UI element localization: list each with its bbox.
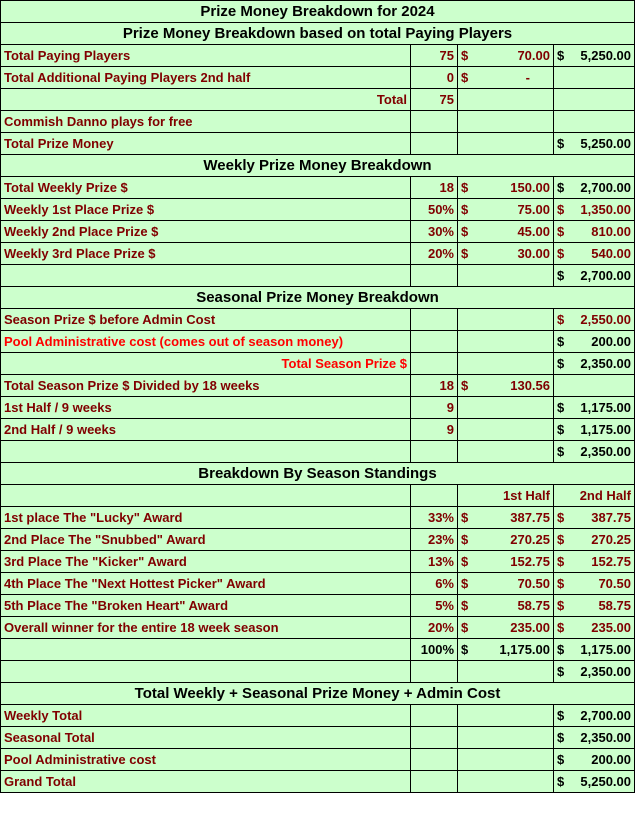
season-before-admin-cell[interactable] (554, 309, 635, 331)
currency-symbol: $ (461, 224, 469, 239)
empty-cell[interactable] (458, 309, 554, 331)
table-row (1, 67, 635, 89)
standing-pct[interactable]: 33% (411, 507, 458, 529)
empty-cell[interactable] (1, 441, 411, 463)
second-half-weeks[interactable]: 9 (411, 419, 458, 441)
section-header-row (1, 287, 635, 309)
standing-h2-cell[interactable] (554, 551, 635, 573)
standing-h1-cell[interactable] (458, 617, 554, 639)
weekly-total-amount: 2,700.00 (580, 708, 631, 723)
pool-admin-label[interactable]: Pool Administrative cost (1, 749, 411, 771)
weekly-sum: 2,700.00 (580, 268, 631, 283)
empty-cell[interactable] (411, 749, 458, 771)
season-divided-weeks[interactable]: 18 (411, 375, 458, 397)
currency-symbol: $ (557, 708, 565, 723)
empty-cell[interactable] (458, 661, 554, 683)
currency-symbol: $ (557, 246, 565, 261)
weekly-row-label[interactable]: Total Weekly Prize $ (1, 177, 411, 199)
currency-symbol: $ (461, 246, 469, 261)
table-row (1, 485, 635, 507)
season-divided-label[interactable]: Total Season Prize $ Divided by 18 weeks (1, 375, 411, 397)
section-header-weekly[interactable]: Weekly Prize Money Breakdown (1, 155, 635, 177)
currency-symbol: $ (557, 752, 565, 767)
seasonal-sum: 2,350.00 (580, 444, 631, 459)
paying-total-count[interactable]: 75 (411, 89, 458, 111)
table-row (1, 397, 635, 419)
currency-symbol: $ (461, 532, 469, 547)
empty-cell[interactable] (458, 749, 554, 771)
additional-paying-label[interactable]: Total Additional Paying Players 2nd half (1, 67, 411, 89)
currency-symbol: $ (461, 576, 469, 591)
grand-total-label[interactable]: Grand Total (1, 771, 411, 793)
weekly-row-label[interactable]: Weekly 2nd Place Prize $ (1, 221, 411, 243)
standing-h1: 58.75 (517, 598, 550, 613)
empty-cell[interactable] (554, 375, 635, 397)
currency-symbol: $ (557, 312, 565, 327)
empty-cell[interactable] (554, 111, 635, 133)
weekly-row-total: 2,700.00 (580, 180, 631, 195)
empty-cell[interactable] (458, 111, 554, 133)
seasonal-total-amount: 2,350.00 (580, 730, 631, 745)
standings-sum: 2,350.00 (580, 664, 631, 679)
weekly-row-total: 540.00 (591, 246, 631, 261)
admin-cost-amount: 200.00 (591, 334, 631, 349)
first-half-amount: 1,175.00 (580, 400, 631, 415)
standing-pct[interactable]: 20% (411, 617, 458, 639)
table-row (1, 375, 635, 397)
standings-total-h2: 1,175.00 (580, 642, 631, 657)
table-row (1, 441, 635, 463)
standing-pct[interactable]: 6% (411, 573, 458, 595)
weekly-row-total-cell[interactable] (554, 177, 635, 199)
weekly-row-pct[interactable]: 20% (411, 243, 458, 265)
table-row (1, 243, 635, 265)
standing-h2: 270.25 (591, 532, 631, 547)
currency-symbol: $ (557, 774, 565, 789)
empty-cell[interactable] (1, 485, 411, 507)
grand-total-cell[interactable] (554, 771, 635, 793)
empty-cell[interactable] (458, 397, 554, 419)
currency-symbol: $ (557, 422, 565, 437)
total-prize-money-cell[interactable] (554, 133, 635, 155)
table-row (1, 331, 635, 353)
grand-total-amount: 5,250.00 (580, 774, 631, 789)
currency-symbol: $ (557, 664, 565, 679)
weekly-row-label[interactable]: Weekly 1st Place Prize $ (1, 199, 411, 221)
currency-symbol: $ (557, 356, 565, 371)
currency-symbol: $ (461, 510, 469, 525)
seasonal-total-label[interactable]: Seasonal Total (1, 727, 411, 749)
empty-cell[interactable] (411, 265, 458, 287)
section-header-row (1, 155, 635, 177)
pool-admin-amount: 200.00 (591, 752, 631, 767)
table-row (1, 727, 635, 749)
weekly-row-total: 810.00 (591, 224, 631, 239)
currency-symbol: $ (557, 202, 565, 217)
section-header-row (1, 683, 635, 705)
currency-symbol: $ (557, 554, 565, 569)
currency-symbol: $ (461, 180, 469, 195)
standing-label[interactable]: Overall winner for the entire 18 week season (1, 617, 411, 639)
total-paying-rate-cell[interactable] (458, 45, 554, 67)
currency-symbol: $ (557, 598, 565, 613)
title-row (1, 1, 635, 23)
standing-h2-cell[interactable] (554, 529, 635, 551)
weekly-row-total-cell[interactable] (554, 243, 635, 265)
standing-h1-cell[interactable] (458, 507, 554, 529)
empty-cell[interactable] (411, 441, 458, 463)
seasonal-total-cell[interactable] (554, 727, 635, 749)
standings-sum-cell[interactable] (554, 661, 635, 683)
standing-pct[interactable]: 13% (411, 551, 458, 573)
table-row (1, 419, 635, 441)
currency-symbol: $ (557, 620, 565, 635)
empty-cell[interactable] (411, 485, 458, 507)
table-row (1, 529, 635, 551)
currency-symbol: $ (557, 48, 565, 63)
admin-cost-cell[interactable] (554, 331, 635, 353)
currency-symbol: $ (557, 730, 565, 745)
currency-symbol: $ (461, 554, 469, 569)
col-header-1st-half[interactable]: 1st Half (458, 485, 554, 507)
standings-total-h1: 1,175.00 (499, 642, 550, 657)
currency-symbol: $ (557, 224, 565, 239)
currency-symbol: $ (461, 70, 469, 85)
empty-cell[interactable] (411, 331, 458, 353)
currency-symbol: $ (557, 532, 565, 547)
table-row (1, 573, 635, 595)
first-half-cell[interactable] (554, 397, 635, 419)
currency-symbol: $ (557, 444, 565, 459)
section-header-standings[interactable]: Breakdown By Season Standings (1, 463, 635, 485)
col-header-2nd-half[interactable]: 2nd Half (554, 485, 635, 507)
standing-h1-cell[interactable] (458, 595, 554, 617)
currency-symbol: $ (461, 598, 469, 613)
table-row (1, 551, 635, 573)
total-paying-amount-cell[interactable] (554, 45, 635, 67)
season-divided-amount: 130.56 (510, 378, 550, 393)
table-row (1, 89, 635, 111)
empty-cell[interactable] (411, 727, 458, 749)
empty-cell[interactable] (458, 727, 554, 749)
weekly-row-each-cell[interactable] (458, 221, 554, 243)
weekly-row-each: 75.00 (517, 202, 550, 217)
pool-admin-cell[interactable] (554, 749, 635, 771)
sheet-title[interactable]: Prize Money Breakdown for 2024 (1, 1, 635, 23)
standings-total-pct[interactable]: 100% (411, 639, 458, 661)
standing-h1-cell[interactable] (458, 529, 554, 551)
empty-cell[interactable] (411, 771, 458, 793)
weekly-total-cell[interactable] (554, 705, 635, 727)
table-row (1, 595, 635, 617)
standing-h1-cell[interactable] (458, 551, 554, 573)
standing-h2: 387.75 (591, 510, 631, 525)
table-row (1, 177, 635, 199)
empty-cell[interactable] (458, 353, 554, 375)
paying-total-label[interactable]: Total (1, 89, 411, 111)
total-season-prize-amount: 2,350.00 (580, 356, 631, 371)
weekly-row-total-cell[interactable] (554, 221, 635, 243)
table-row (1, 705, 635, 727)
empty-cell[interactable] (554, 89, 635, 111)
empty-cell[interactable] (411, 111, 458, 133)
standing-h2-cell[interactable] (554, 573, 635, 595)
additional-paying-count[interactable]: 0 (411, 67, 458, 89)
table-row (1, 111, 635, 133)
standing-h1: 270.25 (510, 532, 550, 547)
currency-symbol: $ (557, 576, 565, 591)
standing-h2: 70.50 (598, 576, 631, 591)
currency-symbol: $ (461, 48, 469, 63)
standing-label[interactable]: 2nd Place The "Snubbed" Award (1, 529, 411, 551)
standing-pct[interactable]: 23% (411, 529, 458, 551)
empty-cell[interactable] (411, 353, 458, 375)
total-paying-count[interactable]: 75 (411, 45, 458, 67)
standing-pct[interactable]: 5% (411, 595, 458, 617)
empty-cell[interactable] (1, 265, 411, 287)
empty-cell[interactable] (458, 441, 554, 463)
weekly-row-each-cell[interactable] (458, 243, 554, 265)
currency-symbol: $ (557, 642, 565, 657)
empty-cell[interactable] (411, 661, 458, 683)
standing-h1: 387.75 (510, 510, 550, 525)
standing-h1-cell[interactable] (458, 573, 554, 595)
season-before-admin-amount: 2,550.00 (580, 312, 631, 327)
weekly-row-each: 150.00 (510, 180, 550, 195)
table-row (1, 221, 635, 243)
season-divided-cell[interactable] (458, 375, 554, 397)
standing-h2-cell[interactable] (554, 595, 635, 617)
empty-cell[interactable] (1, 661, 411, 683)
standing-label[interactable]: 1st place The "Lucky" Award (1, 507, 411, 529)
section-header-paying[interactable]: Prize Money Breakdown based on total Paying Players (1, 23, 635, 45)
standing-h2: 235.00 (591, 620, 631, 635)
first-half-label[interactable]: 1st Half / 9 weeks (1, 397, 411, 419)
table-row (1, 639, 635, 661)
standing-label[interactable]: 5th Place The "Broken Heart" Award (1, 595, 411, 617)
additional-paying-amount-cell[interactable] (554, 67, 635, 89)
standing-h1: 152.75 (510, 554, 550, 569)
table-row (1, 749, 635, 771)
standing-h2-cell[interactable] (554, 507, 635, 529)
weekly-row-each-cell[interactable] (458, 177, 554, 199)
standing-h2-cell[interactable] (554, 617, 635, 639)
additional-paying-dash: - (525, 70, 530, 85)
admin-cost-label[interactable]: Pool Administrative cost (comes out of season money) (1, 331, 411, 353)
empty-cell[interactable] (411, 705, 458, 727)
standing-h2: 152.75 (591, 554, 631, 569)
weekly-row-pct[interactable]: 50% (411, 199, 458, 221)
additional-paying-rate-cell[interactable] (458, 67, 554, 89)
empty-cell[interactable] (458, 133, 554, 155)
standing-h1: 235.00 (510, 620, 550, 635)
currency-symbol: $ (557, 334, 565, 349)
season-before-admin-label[interactable]: Season Prize $ before Admin Cost (1, 309, 411, 331)
standings-total-h1-cell[interactable] (458, 639, 554, 661)
weekly-row-each: 45.00 (517, 224, 550, 239)
section-header-row (1, 463, 635, 485)
table-row (1, 133, 635, 155)
empty-cell[interactable] (458, 419, 554, 441)
total-paying-rate: 70.00 (517, 48, 550, 63)
table-row (1, 617, 635, 639)
table-row (1, 661, 635, 683)
section-header-seasonal[interactable]: Seasonal Prize Money Breakdown (1, 287, 635, 309)
table-row (1, 309, 635, 331)
currency-symbol: $ (461, 642, 469, 657)
total-prize-money-amount: 5,250.00 (580, 136, 631, 151)
total-prize-money-label[interactable]: Total Prize Money (1, 133, 411, 155)
section-header-total[interactable]: Total Weekly + Seasonal Prize Money + Admin Cost (1, 683, 635, 705)
table-row (1, 771, 635, 793)
total-paying-label[interactable]: Total Paying Players (1, 45, 411, 67)
weekly-row-each-cell[interactable] (458, 199, 554, 221)
table-row (1, 199, 635, 221)
total-season-prize-label[interactable]: Total Season Prize $ (1, 353, 411, 375)
weekly-row-pct[interactable]: 30% (411, 221, 458, 243)
standing-h1: 70.50 (517, 576, 550, 591)
section-header-row (1, 23, 635, 45)
standings-total-h2-cell[interactable] (554, 639, 635, 661)
empty-cell[interactable] (458, 265, 554, 287)
seasonal-sum-cell[interactable] (554, 441, 635, 463)
table-row (1, 507, 635, 529)
currency-symbol: $ (461, 202, 469, 217)
table-row (1, 353, 635, 375)
empty-cell[interactable] (458, 705, 554, 727)
empty-cell[interactable] (458, 89, 554, 111)
currency-symbol: $ (461, 620, 469, 635)
currency-symbol: $ (461, 378, 469, 393)
empty-cell[interactable] (458, 331, 554, 353)
first-half-weeks[interactable]: 9 (411, 397, 458, 419)
weekly-row-total: 1,350.00 (580, 202, 631, 217)
standing-h2: 58.75 (598, 598, 631, 613)
standing-label[interactable]: 4th Place The "Next Hottest Picker" Award (1, 573, 411, 595)
currency-symbol: $ (557, 180, 565, 195)
weekly-row-pct[interactable]: 18 (411, 177, 458, 199)
empty-cell[interactable] (458, 771, 554, 793)
currency-symbol: $ (557, 510, 565, 525)
second-half-amount: 1,175.00 (580, 422, 631, 437)
table-row (1, 265, 635, 287)
standing-label[interactable]: 3rd Place The "Kicker" Award (1, 551, 411, 573)
second-half-cell[interactable] (554, 419, 635, 441)
empty-cell[interactable] (411, 133, 458, 155)
commish-label[interactable]: Commish Danno plays for free (1, 111, 411, 133)
weekly-row-each: 30.00 (517, 246, 550, 261)
second-half-label[interactable]: 2nd Half / 9 weeks (1, 419, 411, 441)
table-row (1, 45, 635, 67)
weekly-row-label[interactable]: Weekly 3rd Place Prize $ (1, 243, 411, 265)
total-paying-amount: 5,250.00 (580, 48, 631, 63)
weekly-total-label[interactable]: Weekly Total (1, 705, 411, 727)
currency-symbol: $ (557, 136, 565, 151)
currency-symbol: $ (557, 400, 565, 415)
weekly-row-total-cell[interactable] (554, 199, 635, 221)
weekly-sum-cell[interactable] (554, 265, 635, 287)
empty-cell[interactable] (411, 309, 458, 331)
currency-symbol: $ (557, 268, 565, 283)
empty-cell[interactable] (1, 639, 411, 661)
total-season-prize-cell[interactable] (554, 353, 635, 375)
